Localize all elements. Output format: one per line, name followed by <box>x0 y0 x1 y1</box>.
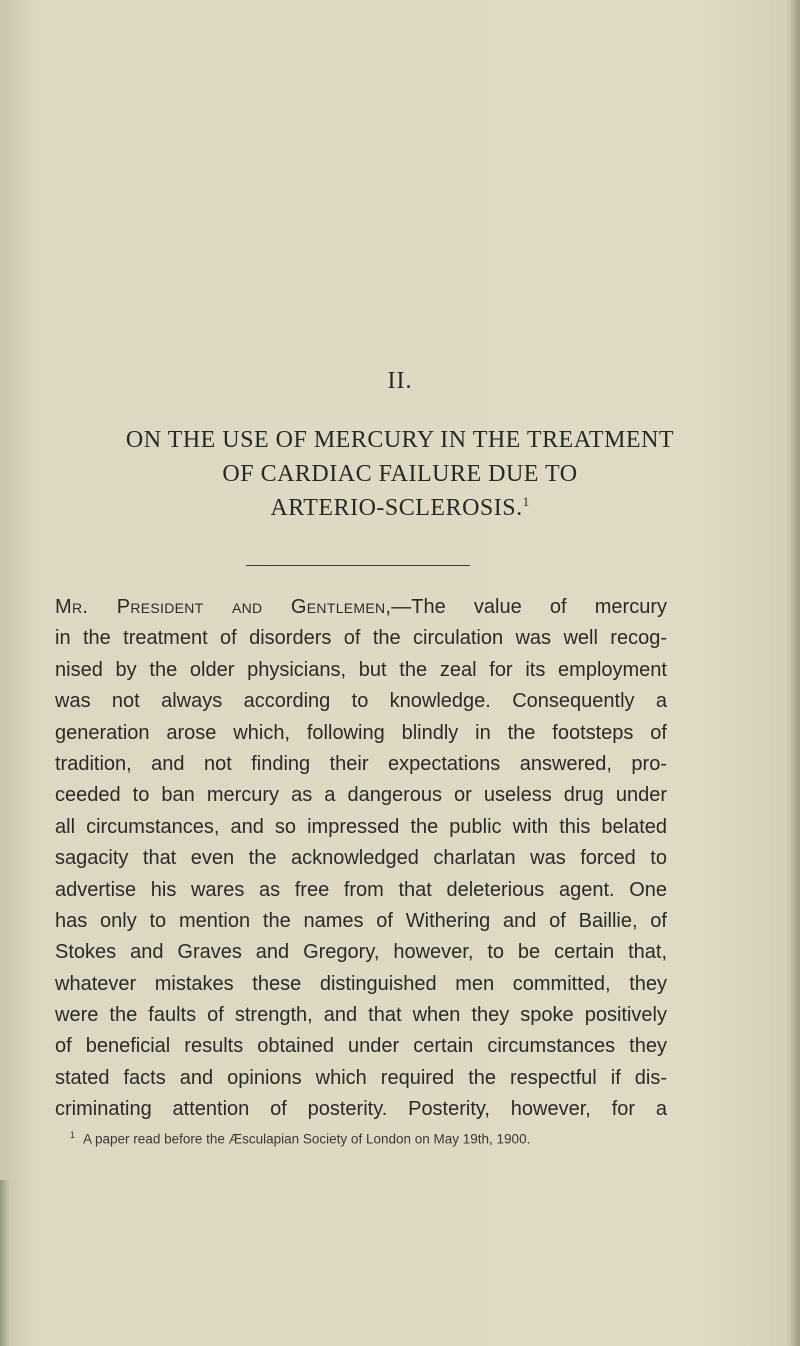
body-line-17: criminating attention of posterity. Posterity, however, for a <box>55 1098 667 1121</box>
title-line-2: OF CARDIAC FAILURE DUE TO <box>222 461 578 487</box>
footnote-text: A paper read before the Æsculapian Society of London on May 19th, 1900. <box>83 1131 531 1147</box>
body-line-10: advertise his wares as free from that deleterious agent. One <box>55 878 667 901</box>
body-line-12: Stokes and Graves and Gregory, however, to be certain that, <box>55 941 667 964</box>
title-line-1: ON THE USE OF MERCURY IN THE TREATMENT <box>125 427 675 453</box>
title-divider-rule <box>246 565 470 566</box>
body-line-3: nised by the older physicians, but the zeal for its employment <box>55 658 667 681</box>
page-edge-shadow <box>786 0 800 1346</box>
body-line-11: has only to mention the names of Withering and of Baillie, of <box>55 909 667 932</box>
body-paragraph <box>55 592 667 1126</box>
body-line-14: were the faults of strength, and that when they spoke positively <box>55 1004 667 1027</box>
body-line-7: ceeded to ban mercury as a dangerous or useless drug under <box>55 784 667 807</box>
body-line-4: was not always according to knowledge. Consequently a <box>55 690 667 713</box>
body-line-1-text: —The value of mercury <box>391 596 667 618</box>
body-line-1 <box>55 592 667 623</box>
body-line-13: whatever mistakes these distinguished men committed, they <box>55 972 667 995</box>
salutation: Mr. President and Gentlemen, <box>55 596 392 618</box>
body-line-6: tradition, and not finding their expectations answered, pro- <box>55 752 667 775</box>
page-edge-stain <box>0 1180 10 1346</box>
footnote-marker: 1 <box>70 1130 76 1140</box>
body-line-9: sagacity that even the acknowledged charlatan was forced to <box>55 847 667 870</box>
title-line-3 <box>0 495 800 522</box>
title-footnote-marker: 1 <box>522 494 530 509</box>
body-line-15: of beneficial results obtained under certain circumstances they <box>55 1035 667 1058</box>
body-line-5: generation arose which, following blindly in the footsteps of <box>55 721 667 744</box>
body-line-16: stated facts and opinions which required the respectful if dis- <box>55 1066 667 1089</box>
body-line-8: all circumstances, and so impressed the public with this belated <box>55 815 667 838</box>
section-number: II. <box>387 368 413 394</box>
body-line-2: in the treatment of disorders of the circulation was well recog- <box>55 627 667 650</box>
footnote <box>70 1130 670 1147</box>
title-line-3-text: ARTERIO-SCLEROSIS. <box>270 495 523 521</box>
